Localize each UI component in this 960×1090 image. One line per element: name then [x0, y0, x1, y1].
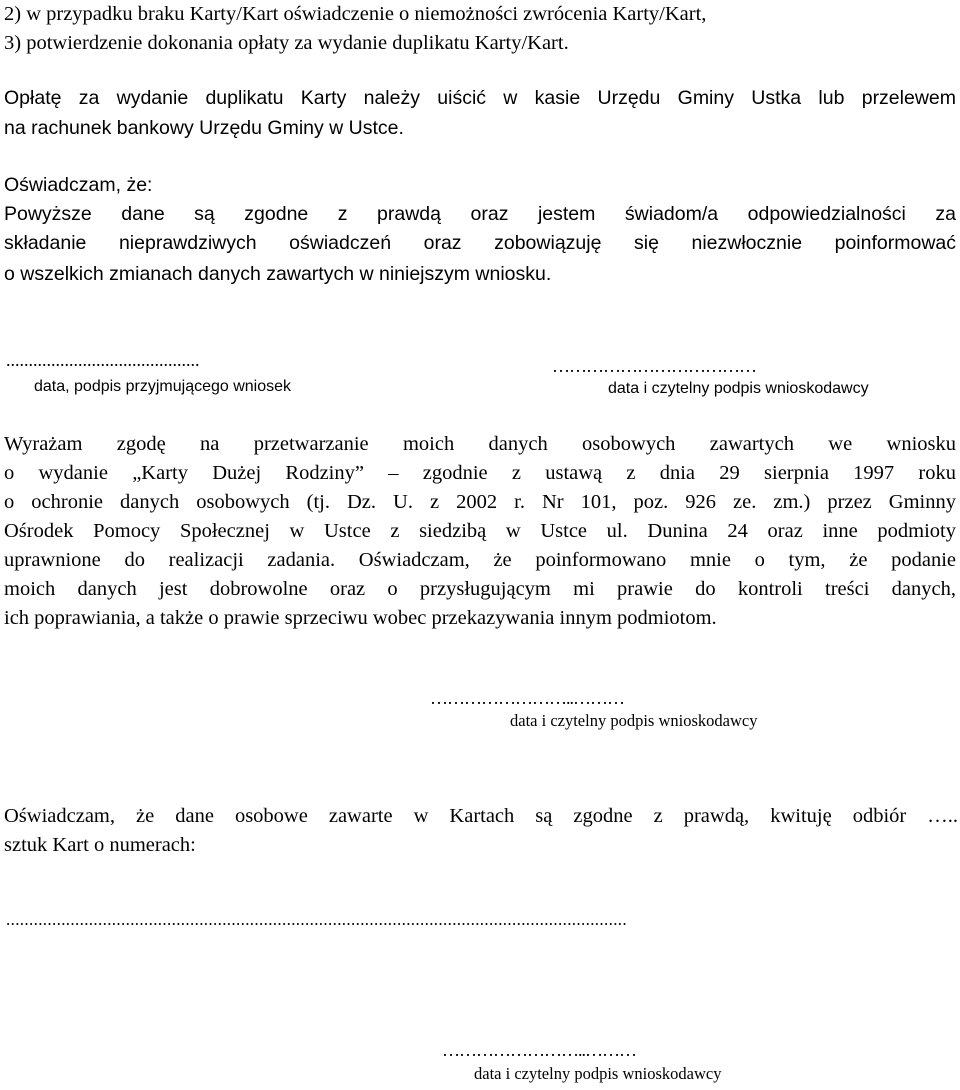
declaration-line-2: składanie nieprawdziwych oświadczeń oraz zobowiązuję się niezwłocznie poinformować: [4, 232, 956, 254]
signature-dots-applicant-3: ……………………..………: [442, 1040, 636, 1060]
consent-line-6: moich danych jest dobrowolne oraz o przysługującym mi prawie do kontroli treści danych,: [4, 578, 956, 600]
signature-label-applicant-2: data i czytelny podpis wnioskodawcy: [510, 711, 758, 730]
receipt-line-1: Oświadczam, że dane osobowe zawarte w Kartach są zgodne z prawdą, kwituję odbiór …..: [4, 805, 958, 827]
consent-paragraph: [4, 430, 956, 604]
receipt-line-2: sztuk Kart o numerach:: [4, 834, 196, 856]
receipt-paragraph: [4, 802, 958, 831]
signature-label-receiver: data, podpis przyjmującego wniosek: [34, 378, 292, 395]
consent-line-2: o wydanie „Karty Dużej Rodziny” – zgodnie z ustawą z dnia 29 sierpnia 1997 roku: [4, 462, 956, 484]
consent-line-3: o ochronie danych osobowych (tj. Dz. U. z 2002 r. Nr 101, poz. 926 ze. zm.) przez Gminny: [4, 491, 956, 513]
declaration-line-3: o wszelkich zmianach danych zawartych w niniejszym wniosku.: [4, 263, 552, 285]
payment-line-2: na rachunek bankowy Urzędu Gminy w Ustce.: [4, 117, 404, 139]
signature-label-applicant-1: data i czytelny podpis wnioskodawcy: [608, 380, 869, 397]
list-item-2: 2) w przypadku braku Karty/Kart oświadczenie o niemożności zwrócenia Karty/Kart,: [4, 3, 707, 25]
payment-paragraph: [4, 84, 956, 113]
signature-dots-receiver: ...........................................: [6, 350, 200, 370]
declaration-heading: Oświadczam, że:: [4, 174, 153, 196]
consent-line-1: Wyrażam zgodę na przetwarzanie moich danych osobowych zawartych we wniosku: [4, 433, 956, 455]
signature-dots-applicant-2: ……………………..………: [430, 688, 624, 708]
list-item-3: 3) potwierdzenie dokonania opłaty za wydanie duplikatu Karty/Kart.: [4, 32, 569, 54]
consent-line-5: uprawnione do realizacji zadania. Oświadczam, że poinformowano mnie o tym, że podanie: [4, 549, 956, 571]
declaration-line-1: Powyższe dane są zgodne z prawdą oraz jestem świadom/a odpowiedzialności za: [4, 203, 956, 225]
signature-label-applicant-3: data i czytelny podpis wnioskodawcy: [474, 1064, 722, 1083]
card-numbers-dots: .......................................................................................................................................: [6, 910, 627, 929]
signature-dots-applicant-1: ………………………………: [552, 356, 756, 376]
consent-line-7: ich poprawiania, a także o prawie sprzeciwu wobec przekazywania innym podmiotom.: [4, 607, 717, 629]
payment-line-1: Opłatę za wydanie duplikatu Karty należy uiścić w kasie Urzędu Gminy Ustka lub przelewem: [4, 87, 956, 109]
consent-line-4: Ośrodek Pomocy Społecznej w Ustce z siedzibą w Ustce ul. Dunina 24 oraz inne podmioty: [4, 520, 956, 542]
declaration-paragraph: [4, 200, 956, 258]
